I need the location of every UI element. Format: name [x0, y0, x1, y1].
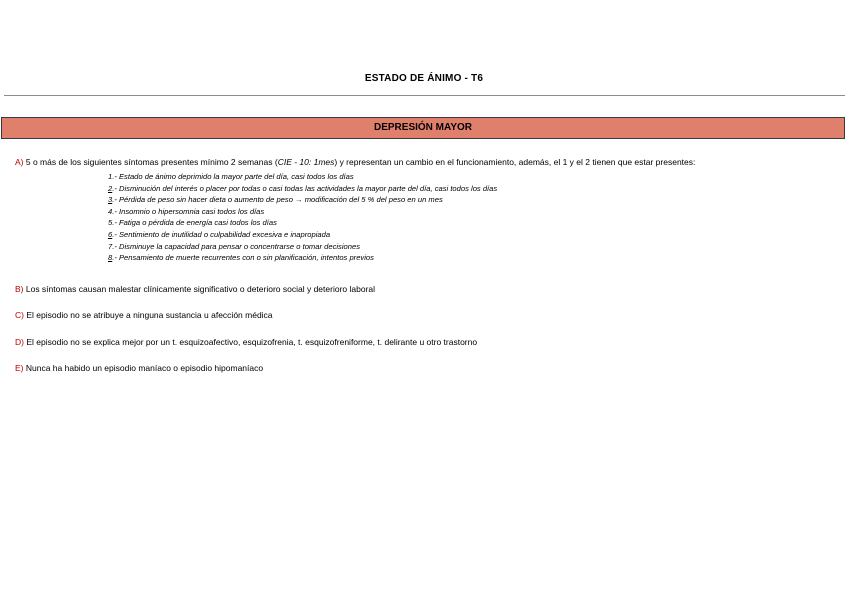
symptom-number: 4: [108, 206, 113, 216]
criterion-c-text: El episodio no se atribuye a ninguna sustancia u afección médica: [23, 310, 273, 320]
symptom-item: [108, 183, 497, 195]
symptom-number: 6: [108, 229, 113, 239]
criterion-a-text-end: ) y representan un cambio en el funcionamiento, además, el 1 y el 2 tienen que estar presentes:: [334, 157, 696, 167]
criterion-a-letter: A): [15, 157, 24, 167]
symptom-text: .- Fatiga o pérdida de energía casi todos los días: [112, 218, 277, 228]
criterion-e-letter: E): [15, 363, 24, 373]
criterion-a-cie-note: CIE - 10: 1mes: [277, 157, 335, 167]
criterion-d-letter: D): [15, 337, 24, 347]
symptom-text: .- Disminución del interés o placer por todas o casi todas las actividades la mayor parte del día, casi todos los días: [112, 183, 498, 193]
symptom-text: .- Insomnio o hipersomnia casi todos los días: [112, 206, 265, 216]
criterion-e: [15, 363, 263, 373]
symptom-item: [108, 171, 497, 183]
criterion-b: [15, 284, 375, 294]
symptom-text: .- Pensamiento de muerte recurrentes con o sin planificación, intentos previos: [112, 253, 374, 263]
symptom-text: .- Sentimiento de inutilidad o culpabilidad excesiva e inapropiada: [112, 229, 331, 239]
criterion-a: [15, 157, 695, 167]
symptom-text: .- Estado de ánimo deprimido la mayor parte del día, casi todos los días: [112, 172, 354, 181]
symptom-number: 5: [108, 218, 113, 228]
symptom-item: [108, 206, 497, 218]
criterion-d: [15, 337, 477, 347]
symptom-list: [108, 171, 497, 264]
symptom-item: [108, 217, 497, 229]
symptom-item: [108, 194, 497, 206]
symptom-number: 1: [108, 172, 113, 181]
symptom-number: 3: [108, 195, 113, 205]
symptom-text: .- Disminuye la capacidad para pensar o concentrarse o tomar decisiones: [112, 241, 361, 251]
title-divider: [4, 95, 845, 96]
page-title: ESTADO DE ÁNIMO - T6: [364, 73, 484, 84]
criterion-a-text: 5 o más de los siguientes síntomas presentes mínimo 2 semanas (: [23, 157, 278, 167]
symptom-text: .- Pérdida de peso sin hacer dieta o aumento de peso → modificación del 5 % del peso en un mes: [112, 195, 443, 205]
criterion-c-letter: C): [15, 310, 24, 320]
symptom-number: 7: [108, 241, 113, 251]
criterion-d-text: El episodio no se explica mejor por un t. esquizoafectivo, esquizofrenia, t. esquizofreniforme, t. delirante u otro trastorno: [23, 337, 478, 347]
symptom-item: [108, 229, 497, 241]
section-banner: DEPRESIÓN MAYOR: [1, 117, 845, 139]
criterion-e-text: Nunca ha habido un episodio maníaco o episodio hipomaníaco: [23, 363, 264, 373]
symptom-item: [108, 241, 497, 253]
symptom-number: 8: [108, 253, 113, 263]
symptom-item: [108, 252, 497, 264]
symptom-number: 2: [108, 183, 113, 193]
criterion-b-text: Los síntomas causan malestar clínicamente significativo o deterioro social y deterioro laboral: [23, 284, 376, 294]
criterion-c: [15, 310, 273, 320]
criterion-b-letter: B): [15, 284, 24, 294]
